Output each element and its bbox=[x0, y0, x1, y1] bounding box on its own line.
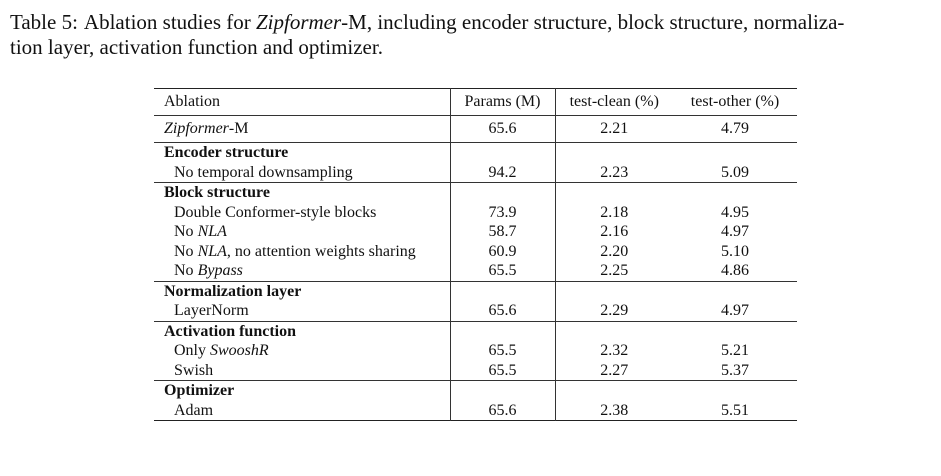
table-header-row bbox=[154, 89, 797, 116]
cell-test-other: 5.10 bbox=[721, 242, 749, 260]
header-params: Params (M) bbox=[450, 89, 555, 116]
row-name: Double Conformer-style blocks bbox=[154, 203, 450, 223]
group-header bbox=[154, 183, 797, 203]
row-name-italic: SwooshR bbox=[210, 342, 269, 359]
table-row bbox=[154, 242, 797, 262]
group-header bbox=[154, 381, 797, 401]
cell-params: 65.6 bbox=[450, 116, 555, 143]
table-row bbox=[154, 163, 797, 183]
cell-params: 58.7 bbox=[450, 222, 555, 242]
table-row bbox=[154, 301, 797, 321]
cell-test-clean: 2.29 bbox=[600, 302, 629, 319]
group-title: Activation function bbox=[154, 321, 450, 341]
row-name-italic: NLA bbox=[197, 242, 227, 260]
cell-test-other: 4.86 bbox=[721, 262, 749, 279]
table-row bbox=[154, 222, 797, 242]
group-header bbox=[154, 321, 797, 341]
cell-test-other: 5.09 bbox=[721, 163, 749, 181]
table-row bbox=[154, 341, 797, 361]
cell-test-clean: 2.16 bbox=[600, 223, 629, 240]
cell-test-other: 5.21 bbox=[721, 342, 749, 359]
table-row bbox=[154, 203, 797, 223]
row-name bbox=[154, 341, 450, 361]
row-name-pre: No bbox=[174, 223, 198, 240]
cell-params: 60.9 bbox=[450, 242, 555, 262]
row-name: No temporal downsampling bbox=[154, 163, 450, 183]
row-name bbox=[154, 222, 450, 242]
caption-label: Table 5: bbox=[10, 10, 78, 34]
row-name: Adam bbox=[154, 401, 450, 421]
cell-params: 73.9 bbox=[450, 203, 555, 223]
table-caption bbox=[10, 10, 935, 60]
group-header bbox=[154, 281, 797, 301]
row-name-italic: Bypass bbox=[197, 262, 243, 279]
row-name-pre: Only bbox=[174, 342, 210, 359]
header-test-other: test-other (%) bbox=[690, 93, 780, 110]
row-name-post: , no attention weights sharing bbox=[226, 242, 416, 260]
caption-text-a: Ablation studies for bbox=[83, 10, 251, 34]
group-title: Block structure bbox=[154, 183, 450, 203]
cell-test-clean: 2.38 bbox=[600, 401, 629, 419]
header-test-clean: test-clean (%) bbox=[569, 93, 659, 110]
row-name: LayerNorm bbox=[154, 301, 450, 321]
cell-test-clean: 2.21 bbox=[600, 120, 629, 137]
cell-params: 65.5 bbox=[450, 341, 555, 361]
cell-test-clean: 2.25 bbox=[600, 262, 629, 279]
row-name-pre: No bbox=[174, 242, 198, 260]
cell-params: 94.2 bbox=[450, 163, 555, 183]
row-name bbox=[154, 242, 450, 262]
row-name: Swish bbox=[154, 361, 450, 381]
row-name bbox=[154, 116, 450, 143]
group-title: Normalization layer bbox=[154, 281, 450, 301]
group-title: Encoder structure bbox=[154, 143, 450, 163]
cell-test-clean: 2.20 bbox=[600, 242, 629, 260]
cell-params: 65.6 bbox=[450, 401, 555, 421]
cell-test-clean: 2.18 bbox=[600, 203, 629, 221]
header-ablation: Ablation bbox=[154, 89, 450, 116]
caption-model-name: Zipformer bbox=[255, 10, 342, 34]
group-header bbox=[154, 143, 797, 163]
table-row bbox=[154, 401, 797, 421]
cell-test-other: 4.97 bbox=[721, 302, 749, 319]
cell-params: 65.6 bbox=[450, 301, 555, 321]
cell-test-other: 4.79 bbox=[721, 120, 749, 137]
cell-test-clean: 2.27 bbox=[600, 361, 629, 379]
cell-test-other: 4.97 bbox=[721, 223, 749, 240]
cell-test-other: 4.95 bbox=[721, 203, 749, 221]
table-row-baseline bbox=[154, 116, 797, 143]
table-row bbox=[154, 261, 797, 281]
cell-test-other: 5.51 bbox=[721, 401, 749, 419]
caption-text-b: -M, including encoder structure, block structure, normaliza- bbox=[341, 10, 845, 34]
cell-params: 65.5 bbox=[450, 361, 555, 381]
row-name-pre: No bbox=[174, 262, 198, 279]
ablation-table bbox=[154, 88, 797, 421]
row-name-italic: NLA bbox=[197, 223, 227, 240]
caption-text-c: tion layer, activation function and optimizer. bbox=[10, 35, 383, 59]
cell-test-other: 5.37 bbox=[721, 361, 749, 379]
cell-params: 65.5 bbox=[450, 261, 555, 281]
group-title: Optimizer bbox=[154, 381, 450, 401]
row-name bbox=[154, 261, 450, 281]
cell-test-clean: 2.32 bbox=[600, 342, 629, 359]
cell-test-clean: 2.23 bbox=[600, 163, 629, 181]
row-name-italic: Zipformer bbox=[164, 120, 229, 137]
table-row bbox=[154, 361, 797, 381]
row-name-suffix: -M bbox=[228, 120, 249, 137]
